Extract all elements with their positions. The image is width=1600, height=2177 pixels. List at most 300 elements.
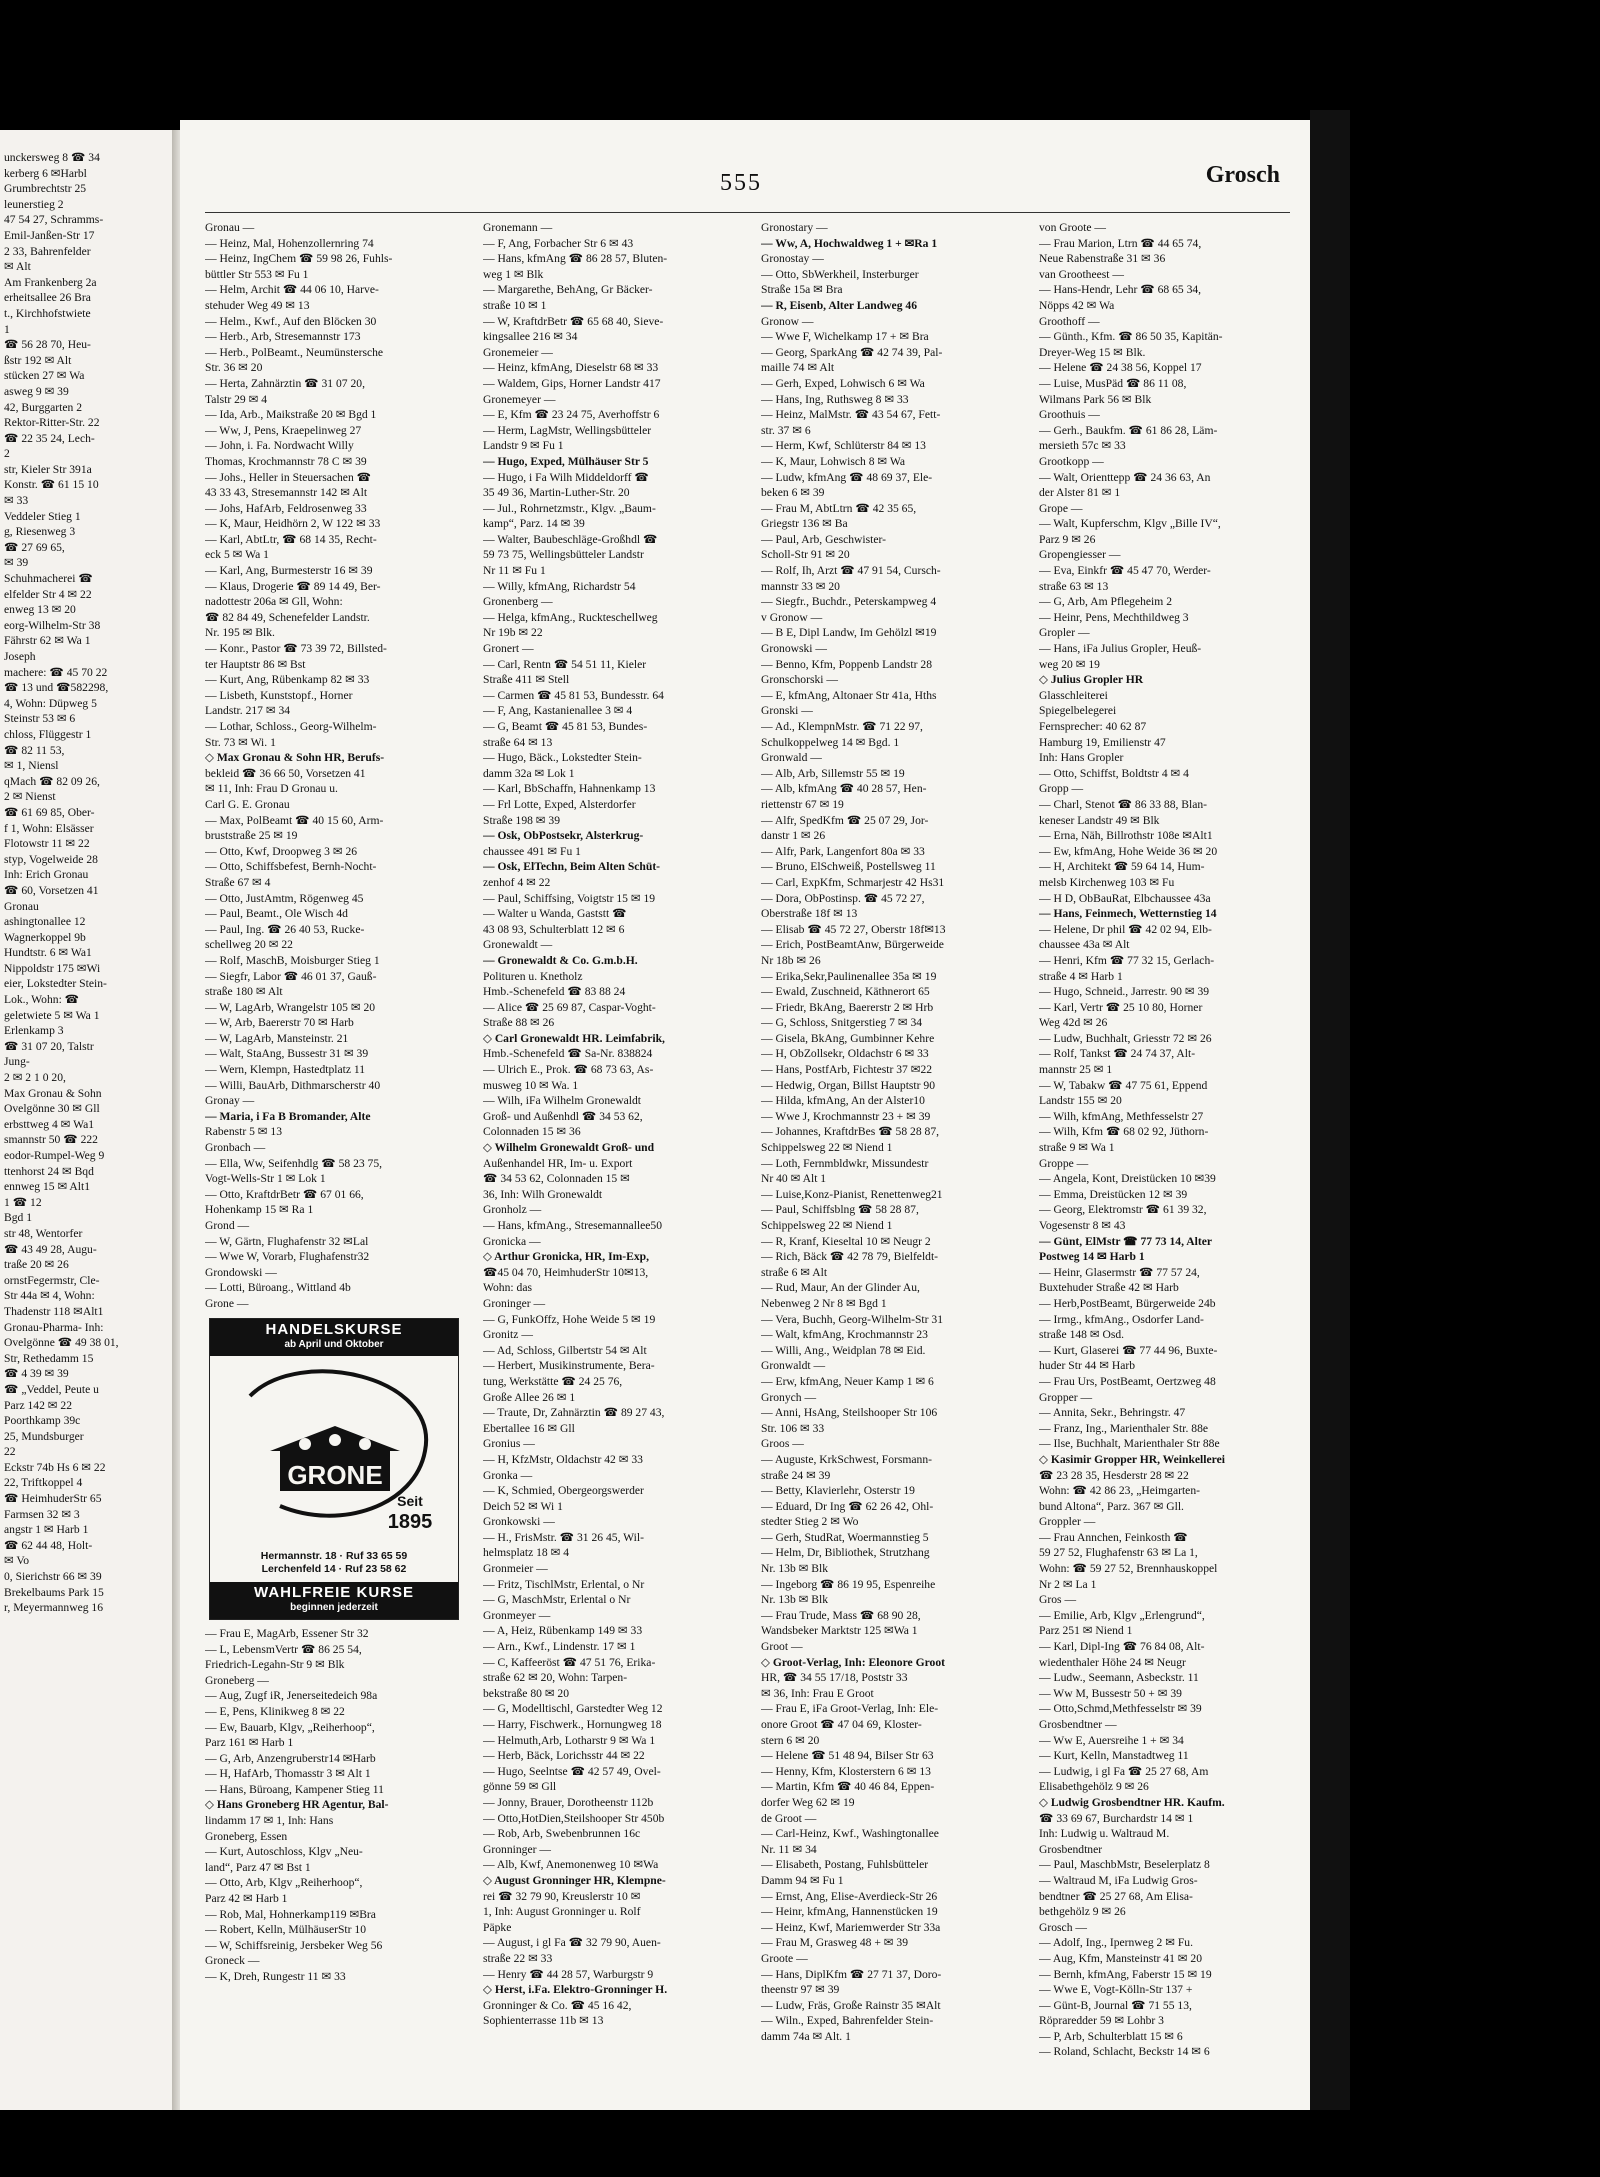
surname-heading: Gronay — [205,1094,255,1108]
surname-heading: Gronert — [483,642,534,656]
directory-entry: ◇ Groot-Verlag, Inh: Eleonore Groot [761,1655,945,1669]
surname-heading: Gronowski — [761,642,828,656]
directory-entry: ☎ 34 53 62, Colonnaden 15 ✉ [483,1172,630,1186]
directory-entry: — Paul, Schiffsing, Voigtstr 15 ✉ 19 [483,891,656,905]
directory-entry: — Ludw., Seemann, Asbeckstr. 11 [1039,1671,1199,1685]
directory-entry: Parz 9 ✉ 26 [1039,532,1096,546]
directory-entry: — Helene, Dr phil ☎ 42 02 94, Elb- [1039,922,1212,936]
directory-entry: Str. 73 ✉ Wi. 1 [205,735,276,749]
directory-entry: weg 1 ✉ Blk [483,267,544,281]
surname-heading: Gronschorski — [761,673,838,687]
directory-entry: — Otto, SbWerkheil, Insterburger [761,267,919,281]
directory-entry: — Traute, Dr, Zahnärztin ☎ 89 27 43, [483,1406,665,1420]
directory-entry: — R, Eisenb, Alter Landweg 46 [761,298,917,312]
advertisement-grone [209,1318,459,1620]
left-page-line: Grumbrechtstr 25 [4,182,87,196]
surname-heading: Grosch — [1039,1920,1087,1934]
directory-entry: ter Hauptstr 86 ✉ Bst [205,657,306,671]
directory-entry: — W, Schiffsreinig, Jersbeker Weg 56 [205,1938,383,1952]
directory-entry: — Walt, Orienttepp ☎ 24 36 63, An [1039,470,1211,484]
ad-address [210,1550,458,1576]
left-page-line: ☎ 31 07 20, Talstr [4,1039,94,1053]
directory-entry: — Rud, Maur, An der Glinder Au, [761,1281,920,1295]
directory-entry: Schulkoppelweg 14 ✉ Bgd. 1 [761,735,900,749]
surname-heading: Gronwaldt — [761,1359,826,1373]
directory-entry: — Hans, Büroang, Kampener Stieg 11 [205,1782,384,1796]
left-page-line: Am Frankenberg 2a [4,275,97,289]
directory-entry: — Erw, kfmAng, Neuer Kamp 1 ✉ 6 [761,1374,934,1388]
directory-entry: — Frau M, Grasweg 48 + ✉ 39 [761,1936,908,1950]
directory-entry: Wohn: ☎ 59 27 52, Brennhauskoppel [1039,1562,1218,1576]
left-page-line: ☎ 60, Vorsetzen 41 [4,883,99,897]
left-page-line: ☎ 43 49 28, Augu- [4,1242,97,1256]
directory-entry: — Ewald, Zuschneid, Käthnerort 65 [761,985,930,999]
directory-entry: — Lothar, Schloss., Georg-Wilhelm- [205,720,377,733]
directory-entry: straße 64 ✉ 13 [483,735,553,749]
directory-entry: Postweg 14 ✉ Harb 1 [1039,1250,1145,1264]
surname-heading: Groot — [761,1640,803,1654]
directory-entry: ◇ Max Gronau & Sohn HR, Berufs- [205,751,385,765]
directory-entry: chaussee 43a ✉ Alt [1039,938,1130,952]
left-page-line: g, Riesenweg 3 [4,525,76,539]
scan-edge [1310,110,1350,2110]
directory-entry: dorfer Weg 62 ✉ 19 [761,1795,855,1809]
left-page-line: eier, Lokstedter Stein- [4,977,107,991]
surname-heading: Gros — [1039,1593,1077,1607]
left-page-line: 2 33, Bahrenfelder [4,244,91,258]
left-page-line: stücken 27 ✉ Wa [4,369,85,383]
directory-entry: stern 6 ✉ 20 [761,1733,820,1747]
surname-heading: Grondowski — [205,1265,277,1279]
directory-entry: zenhof 4 ✉ 22 [483,875,551,889]
directory-entry: Gronninger & Co. ☎ 45 16 42, [483,1998,632,2012]
left-page-line: chloss, Flüggestr 1 [4,727,92,741]
surname-heading: Gronicka — [483,1234,541,1248]
directory-entry: — Walter, Baubeschläge-Großhdl ☎ [483,532,658,546]
directory-entry: — Angela, Kont, Dreistücken 10 ✉39 [1039,1172,1216,1186]
logo-since-label: Seit [397,1492,423,1509]
directory-entry: — H, Architekt ☎ 59 64 14, Hum- [1039,860,1205,874]
directory-entry: — Jul., Rohrnetzmstr., Klgv. „Baum- [483,501,656,515]
surname-heading: v Gronow — [761,610,823,624]
left-page-line: 22 [4,1445,16,1459]
directory-entry: — Alb, kfmAng ☎ 40 28 57, Hen- [761,782,927,796]
directory-entry: — Otto, Arb, Klgv „Reiherhoop“, [205,1876,363,1890]
surname-heading: Gropper — [1039,1390,1093,1404]
directory-entry: — Karl, Dipl-Ing ☎ 76 84 08, Alt- [1039,1640,1205,1654]
directory-entry: — Siegfr, Labor ☎ 46 01 37, Gauß- [205,969,377,983]
directory-entry: — Ww E, Auersreihe 1 + ✉ 34 [1039,1733,1184,1747]
directory-entry: — C, Kaffeeröst ☎ 47 51 76, Erika- [483,1655,656,1669]
directory-entry: — Ida, Arb., Maikstraße 20 ✉ Bgd 1 [205,408,377,422]
directory-entry: — Henry ☎ 44 28 57, Warburgstr 9 [483,1967,654,1981]
left-page-line: Gronau [4,899,39,913]
directory-entry: — Gronewaldt & Co. G.m.b.H. [483,953,638,967]
directory-entry: — Eduard, Dr Ing ☎ 62 26 42, Ohl- [761,1499,934,1513]
directory-entry: — Frau E, iFa Groot-Verlag, Inh: Ele- [761,1702,939,1716]
directory-entry: — Ww, A, Hochwaldweg 1 + ✉Ra 1 [761,236,938,250]
directory-entry: — Hans, PostfArb, Fichtestr 37 ✉22 [761,1063,933,1077]
directory-entry: Groß- und Außenhdl ☎ 34 53 62, [483,1109,643,1123]
directory-entry: — W, KraftdrBetr ☎ 65 68 40, Sieve- [483,314,664,328]
directory-entry: — Henny, Kfm, Klosterstern 6 ✉ 13 [761,1764,931,1778]
left-page-line: Veddeler Stieg 1 [4,509,81,523]
left-page-fragment [0,130,178,2110]
directory-entry: — Emilie, Arb, Klgv „Erlengrund“, [1039,1608,1205,1622]
directory-entry: — Karl, BbSchaffn, Hahnenkamp 13 [483,782,656,796]
directory-entry: — Bruno, ElSchweiß, Postellsweg 11 [761,860,936,874]
directory-entry: ◇ Ludwig Grosbendtner HR. Kaufm. [1039,1795,1225,1809]
directory-entry: — Otto,HotDien,Steilshooper Str 450b [483,1811,665,1825]
left-page-line: Lok., Wohn: ☎ [4,993,80,1007]
left-page-line: ☎ HeimhuderStr 65 [4,1492,102,1506]
left-page-line: Str, Rethedamm 15 [4,1351,94,1365]
directory-entry: — K, Maur, Lohwisch 8 ✉ Wa [761,454,905,468]
surname-heading: Gronbach — [205,1141,266,1155]
directory-column-3 [761,220,1019,2044]
left-page-line: 25, Mundsburger [4,1429,84,1443]
directory-entry: maille 74 ✉ Alt [761,361,835,375]
directory-entry: — Alb, Arb, Sillemstr 55 ✉ 19 [761,766,905,780]
directory-entry: ◇ Wilhelm Gronewaldt Groß- und [483,1141,655,1155]
directory-entry: — Ludw, Fräs, Große Rainstr 35 ✉Alt [761,1998,941,2012]
directory-entry: — Lotti, Büroang., Wittland 4b [205,1281,351,1295]
directory-entry: Schippelsweg 22 ✉ Niend 1 [761,1219,893,1232]
surname-heading: Gropler — [1039,626,1090,640]
directory-entry: — Wwe W, Vorarb, Flughafenstr32 [205,1250,370,1264]
directory-entry: damm 74a ✉ Alt. 1 [761,2029,851,2043]
directory-entry: — Roland, Schlacht, Beckstr 14 ✉ 6 [1039,2045,1210,2059]
directory-entry: — Adolf, Ing., Ipernweg 2 ✉ Fu. [1039,1936,1193,1950]
directory-entry: Dreyer-Weg 15 ✉ Blk. [1039,345,1146,359]
directory-entry: gönne 59 ✉ Gll [483,1780,557,1794]
directory-entry: — Hugo, i Fa Wilh Middeldorff ☎ [483,470,649,484]
directory-entry: Carl G. E. Gronau [205,797,290,811]
directory-entry: — Dora, ObPostinsp. ☎ 45 72 27, [761,891,925,905]
directory-entry: — Gisela, BkAng, Gumbinner Kehre [761,1031,935,1045]
directory-entry: Fernsprecher: 40 62 87 [1039,720,1147,733]
left-page-line: Hundtstr. 6 ✉ Wa1 [4,946,92,960]
directory-entry: beken 6 ✉ 39 [761,486,825,500]
page-number: 555 [720,170,762,196]
directory-entry: — Gerh, Exped, Lohwisch 6 ✉ Wa [761,376,925,390]
directory-entry: — Ww M, Bussestr 50 + ✉ 39 [1039,1686,1182,1700]
directory-entry: Ebertallee 16 ✉ Gll [483,1421,575,1435]
surname-heading: Gronemeier — [483,345,553,359]
directory-entry: — F, Ang, Forbacher Str 6 ✉ 43 [483,236,634,250]
directory-entry: — Frl Lotte, Exped, Alsterdorfer [483,797,636,811]
directory-entry: — Paul, Ing. ☎ 26 40 53, Rucke- [205,922,365,936]
directory-entry: Päpke [483,1920,512,1934]
directory-entry: — Lisbeth, Kunststopf., Horner [205,688,353,702]
surname-heading: Groote — [761,1951,808,1965]
directory-entry: — Otto, JustAmtm, Rögenweg 45 [205,891,364,905]
directory-entry: — Benno, Kfm, Poppenb Landstr 28 [761,657,932,671]
surname-heading: Groos — [761,1437,804,1451]
directory-entry: — Siegfr., Buchdr., Peterskampweg 4 [761,595,937,609]
directory-entry: — K, Maur, Heidhörn 2, W 122 ✉ 33 [205,517,381,531]
directory-entry: Weg 42d ✉ 26 [1039,1016,1108,1030]
directory-entry: — Betty, Klavierlehr, Osterstr 19 [761,1484,915,1498]
left-page-line: ashingtonallee 12 [4,915,86,929]
surname-heading: Gronow — [761,314,814,328]
surname-heading: Gronostary — [761,221,828,234]
directory-entry: — Friedr, BkAng, Baererstr 2 ✉ Hrb [761,1000,934,1014]
directory-entry: — Bernh, kfmAng, Faberstr 15 ✉ 19 [1039,1967,1212,1981]
directory-entry: — Osk, ObPostsekr, Alsterkrug- [483,829,644,843]
directory-entry: Inh: Hans Gropler [1039,751,1124,765]
left-page-line: Jung- [4,1055,30,1069]
surname-heading: Gropp — [1039,782,1084,796]
directory-entry: — G, Schloss, Snitgerstieg 7 ✉ 34 [761,1016,923,1030]
directory-entry: — Walt, StaAng, Bussestr 31 ✉ 39 [205,1047,369,1061]
directory-entry: bethgehölz 9 ✉ 26 [1039,1905,1126,1919]
directory-entry: tung, Werkstätte ☎ 24 25 76, [483,1374,623,1388]
directory-entry: Glasschleiterei [1039,688,1108,702]
directory-entry: — Elisab ☎ 45 72 27, Oberstr 18f✉13 [761,922,946,936]
directory-entry: — Georg, Elektromstr ☎ 61 39 32, [1039,1203,1207,1217]
surname-heading: Gronkowski — [483,1515,555,1529]
left-page-line: Thadenstr 118 ✉Alt1 [4,1304,104,1318]
ad-banner-bottom-title: WAHLFREIE KURSE [253,1583,414,1601]
directory-entry: — Hans, iFa Julius Gropler, Heuß- [1039,642,1202,656]
directory-entry: — Klaus, Drogerie ☎ 89 14 49, Ber- [205,579,381,593]
directory-entry: 1, Inh: August Gronninger u. Rolf [483,1905,641,1919]
surname-heading: Gronholz — [483,1203,542,1217]
directory-entry: bekleid ☎ 36 66 50, Vorsetzen 41 [205,766,366,780]
surname-heading: de Groot — [761,1811,817,1825]
directory-entry: — Johs, HafArb, Feldrosenweg 33 [205,501,367,515]
grone-logo [210,1356,458,1546]
directory-entry: — Rolf, MaschB, Moisburger Stieg 1 [205,953,380,967]
directory-entry: — Carl, Rentn ☎ 54 51 11, Kieler [483,657,647,671]
left-page-line: Erlenkamp 3 [4,1024,64,1038]
directory-entry: — Jonny, Brauer, Dorotheenstr 112b [483,1795,654,1809]
directory-entry: ☎45 04 70, HeimhuderStr 10✉13, [483,1265,649,1279]
left-page-line: 1 [4,322,10,336]
directory-entry: — Auguste, KrkSchwest, Forsmann- [761,1452,932,1466]
left-page-line: angstr 1 ✉ Harb 1 [4,1523,89,1537]
left-page-line: geletwiete 5 ✉ Wa 1 [4,1008,100,1022]
directory-entry: — Robert, Kelln, MülhäuserStr 10 [205,1923,367,1937]
surname-heading: Groneberg — [205,1673,269,1687]
surname-heading: Gronemeyer — [483,392,556,406]
directory-entry: — Heinz, Kwf, Mariemwerder Str 33a [761,1920,941,1934]
directory-entry: — Max, PolBeamt ☎ 40 15 60, Arm- [205,813,384,827]
directory-entry: ◇ Kasimir Gropper HR, Weinkellerei [1039,1452,1225,1466]
directory-entry: — Wwe J, Krochmannstr 23 + ✉ 39 [761,1109,931,1123]
directory-entry: — Rich, Bäck ☎ 42 78 79, Bielfeldt- [761,1250,939,1264]
directory-entry: ✉ 36, Inh: Frau E Groot [761,1686,874,1700]
directory-entry: — Charl, Stenot ☎ 86 33 88, Blan- [1039,797,1208,811]
directory-entry: — Carmen ☎ 45 81 53, Bundesstr. 64 [483,688,664,702]
directory-entry: — Herta, Zahnärztin ☎ 31 07 20, [205,376,365,390]
directory-entry: keneser Landstr 49 ✉ Blk [1039,813,1160,827]
directory-entry: — Heinr, Pens, Mechthildweg 3 [1039,610,1189,624]
left-page-line: str, Kieler Str 391a [4,462,92,476]
left-page-line: Eckstr 74b Hs 6 ✉ 22 [4,1460,106,1474]
directory-entry: — Helga, kfmAng., Ruckteschellweg [483,610,658,624]
directory-entry: — Heinz, kfmAng, Dieselstr 68 ✉ 33 [483,361,659,375]
directory-entry: — Wwe E, Vogt-Kölln-Str 137 + [1039,1983,1193,1997]
directory-entry: Röpraredder 59 ✉ Lohbr 3 [1039,2014,1164,2028]
directory-entry: stehuder Weg 49 ✉ 13 [205,298,310,312]
left-page-line: Rektor-Ritter-Str. 22 [4,416,100,430]
directory-entry: — Annita, Sekr., Behringstr. 47 [1039,1406,1186,1420]
left-page-line: Brekelbaums Park 15 [4,1585,104,1599]
left-page-line: asweg 9 ✉ 39 [4,384,69,398]
directory-entry: Hmb.-Schenefeld ☎ Sa-Nr. 838824 [483,1047,653,1061]
directory-entry: — Luise, MusPäd ☎ 86 11 08, [1039,376,1187,390]
directory-entry: — Paul, Arb, Geschwister- [761,532,887,546]
directory-entry: — Heinz, Mal, Hohenzollernring 74 [205,236,374,250]
ad-banner-bottom-subtitle: beginnen jederzeit [290,1602,378,1614]
directory-entry: HR, ☎ 34 55 17/18, Poststr 33 [761,1671,908,1685]
left-page-line: Inh: Erich Gronau [4,868,89,882]
left-page-line: ✉ 1, Niensl [4,759,59,773]
directory-entry: Nr 11 ✉ Fu 1 [483,564,546,578]
directory-entry: Nr 40 ✉ Alt 1 [761,1172,827,1186]
directory-entry: — Karl, Vertr ☎ 25 10 80, Horner [1039,1000,1203,1014]
surname-heading: Gronenberg — [483,595,553,609]
directory-entry: — Herbert, Musikinstrumente, Bera- [483,1359,655,1373]
directory-entry: Nr 18b ✉ 26 [761,953,821,967]
directory-entry: — Herb., PolBeamt., Neumünstersche [205,345,384,359]
left-page-line: styp, Vogelweide 28 [4,852,98,866]
surname-heading: Gronmeyer — [483,1608,551,1622]
directory-entry: nadottestr 206a ✉ Gll, Wohn: [205,595,343,609]
surname-heading: Gronski — [761,704,813,718]
directory-entry: — E, Kfm ☎ 23 24 75, Averhoffstr 6 [483,408,660,422]
directory-entry: — H, KfzMstr, Oldachstr 42 ✉ 33 [483,1452,643,1466]
directory-entry: danstr 1 ✉ 26 [761,829,826,843]
directory-entry: — Kurt, Kelln, Manstadtweg 11 [1039,1749,1189,1763]
directory-entry: theenstr 97 ✉ 39 [761,1983,840,1997]
directory-entry: Grosbendtner [1039,1842,1103,1856]
directory-entry: — W, LagArb, Mansteinstr. 21 [205,1031,349,1045]
left-page-line: machere: ☎ 45 70 22 [4,665,108,679]
grone-logo-graphic [210,1356,460,1546]
directory-entry: Thomas, Krochmannstr 78 C ✉ 39 [205,454,367,468]
left-page-line: Max Gronau & Sohn [4,1086,102,1100]
directory-entry: — Hans, kfmAng ☎ 86 28 57, Bluten- [483,252,668,266]
left-page-line: Joseph [4,650,36,663]
surname-heading: van Grootheest — [1039,267,1125,281]
directory-entry: Nr. 11 ✉ 34 [761,1842,817,1856]
directory-entry: Nr. 13b ✉ Blk [761,1562,829,1576]
directory-entry: — K, Schmied, Obergeorgswerder [483,1484,644,1498]
running-head: Grosch [1205,162,1280,188]
directory-entry: 43 08 93, Schulterblatt 12 ✉ 6 [483,922,625,936]
directory-entry: — Willi, Ang., Weidplan 78 ✉ Eid. [761,1343,926,1357]
directory-entry: ◇ Carl Gronewaldt HR. Leimfabrik, [483,1031,665,1045]
directory-entry: Landstr 9 ✉ Fu 1 [483,439,564,453]
left-page-line: unckersweg 8 ☎ 34 [4,151,100,164]
directory-entry: — Helm, Archit ☎ 44 06 10, Harve- [205,283,379,297]
directory-entry: — Rob, Mal, Hohnerkamp119 ✉Bra [205,1907,376,1921]
directory-entry: — Willy, kfmAng, Richardstr 54 [483,579,636,593]
directory-entry: — Herb,PostBeamt, Bürgerweide 24b [1039,1296,1216,1310]
directory-entry: — Franz, Ing., Marienthaler Str. 88e [1039,1421,1209,1435]
directory-entry: damm 32a ✉ Lok 1 [483,766,575,780]
left-page-line: Ovelgönne 30 ✉ Gll [4,1102,100,1116]
directory-entry: Elisabethgehölz 9 ✉ 26 [1039,1780,1149,1794]
directory-entry: — Herb., Arb, Stresemannstr 173 [205,330,361,344]
directory-entry: Landstr. 217 ✉ 34 [205,704,291,718]
directory-entry: — E, Pens, Klinikweg 8 ✉ 22 [205,1704,345,1718]
directory-entry: — E, kfmAng, Altonaer Str 41a, Hths [761,688,937,702]
directory-entry: — Karl, AbtLtr, ☎ 68 14 35, Recht- [205,532,377,546]
directory-entry: — Günt-B, Journal ☎ 71 55 13, [1039,1998,1192,2012]
directory-entry: Scholl-Str 91 ✉ 20 [761,548,850,562]
directory-entry: 59 27 52, Flughafenstr 63 ✉ La 1, [1039,1546,1198,1560]
directory-entry: — Waldem, Gips, Horner Landstr 417 [483,376,661,390]
directory-entry: — Alice ☎ 25 69 87, Caspar-Voght- [483,1000,656,1014]
directory-entry: — Ludw, kfmAng ☎ 48 69 37, Ele- [761,470,933,484]
directory-entry: Nr. 13b ✉ Blk [761,1593,829,1607]
directory-entry: — Helene ☎ 24 38 56, Koppel 17 [1039,361,1202,375]
left-page-line: ornstFegermstr, Cle- [4,1273,100,1287]
directory-entry: straße 10 ✉ 1 [483,298,547,312]
directory-entry: Hamburg 19, Emilienstr 47 [1039,735,1166,749]
left-page-line: 0, Sierichstr 66 ✉ 39 [4,1570,102,1584]
directory-entry: Vogesenstr 8 ✉ 43 [1039,1219,1126,1232]
surname-heading: Groppe — [1039,1156,1089,1170]
directory-entry: straße 22 ✉ 33 [483,1951,553,1965]
left-page-line: smannstr 50 ☎ 222 [4,1133,98,1147]
directory-entry: — Alfr, Park, Langenfort 80a ✉ 33 [761,844,925,858]
left-page-line: 2 ✉ Nienst [4,790,56,804]
directory-entry: ☎ 33 69 67, Burchardstr 14 ✉ 1 [1039,1811,1194,1825]
directory-entry: helmsplatz 18 ✉ 4 [483,1546,570,1560]
directory-entry: Buxtehuder Straße 42 ✉ Harb [1039,1281,1179,1295]
directory-entry: — Otto, Kwf, Droopweg 3 ✉ 26 [205,844,358,858]
left-page-line: ☎ 4 39 ✉ 39 [4,1367,69,1381]
directory-entry: Große Allee 26 ✉ 1 [483,1390,576,1404]
directory-entry: — H, HafArb, Thomasstr 3 ✉ Alt 1 [205,1767,371,1781]
directory-entry: — Carl-Heinz, Kwf., Washingtonallee [761,1827,939,1841]
left-page-line: Konstr. ☎ 61 15 10 [4,478,99,492]
directory-entry: — Günth., Kfm. ☎ 86 50 35, Kapitän- [1039,330,1223,344]
directory-entry: — Frau Trude, Mass ☎ 68 90 28, [761,1608,921,1622]
directory-entry: — Hugo, Schneid., Jarrestr. 90 ✉ 39 [1039,985,1210,999]
directory-entry: — Margarethe, BehAng, Gr Bäcker- [483,283,653,297]
directory-entry: Straße 198 ✉ 39 [483,813,561,827]
directory-entry: — Paul, Beamt., Ole Wisch 4d [205,907,348,921]
left-page-line: ✉ 33 [4,494,29,508]
directory-entry: — Frau M, AbtLtrn ☎ 42 35 65, [761,501,917,515]
directory-entry: — G, MaschMstr, Erlental o Nr [483,1593,631,1607]
left-page-line: 2 ✉ 2 1 0 20, [4,1071,66,1085]
logo-wordmark: GRONE [287,1459,383,1490]
left-page-line: str 48, Wentorfer [4,1226,83,1240]
surname-heading: Grosbendtner — [1039,1718,1117,1731]
left-page-line: ttenhorst 24 ✉ Bqd [4,1164,94,1178]
surname-heading: Grond — [205,1219,250,1232]
surname-heading: Groothuis — [1039,408,1100,422]
directory-column-4 [1039,220,1297,2060]
directory-entry: Nr 2 ✉ La 1 [1039,1577,1097,1591]
directory-entry: — Karl, Ang, Burmesterstr 16 ✉ 39 [205,564,373,578]
ad-banner-top-subtitle: ab April und Oktober [284,1339,384,1351]
directory-entry: Vogt-Wells-Str 1 ✉ Lok 1 [205,1172,326,1186]
directory-entry: Groneberg, Essen [205,1829,288,1843]
directory-entry: Colonnaden 15 ✉ 36 [483,1125,581,1139]
directory-entry: — Hugo, Bäck., Lokstedter Stein- [483,751,642,765]
directory-entry: schellweg 20 ✉ 22 [205,938,293,952]
directory-entry: straße 9 ✉ Wa 1 [1039,1141,1115,1155]
left-page-line: Emil-Janßen-Str 17 [4,228,95,242]
